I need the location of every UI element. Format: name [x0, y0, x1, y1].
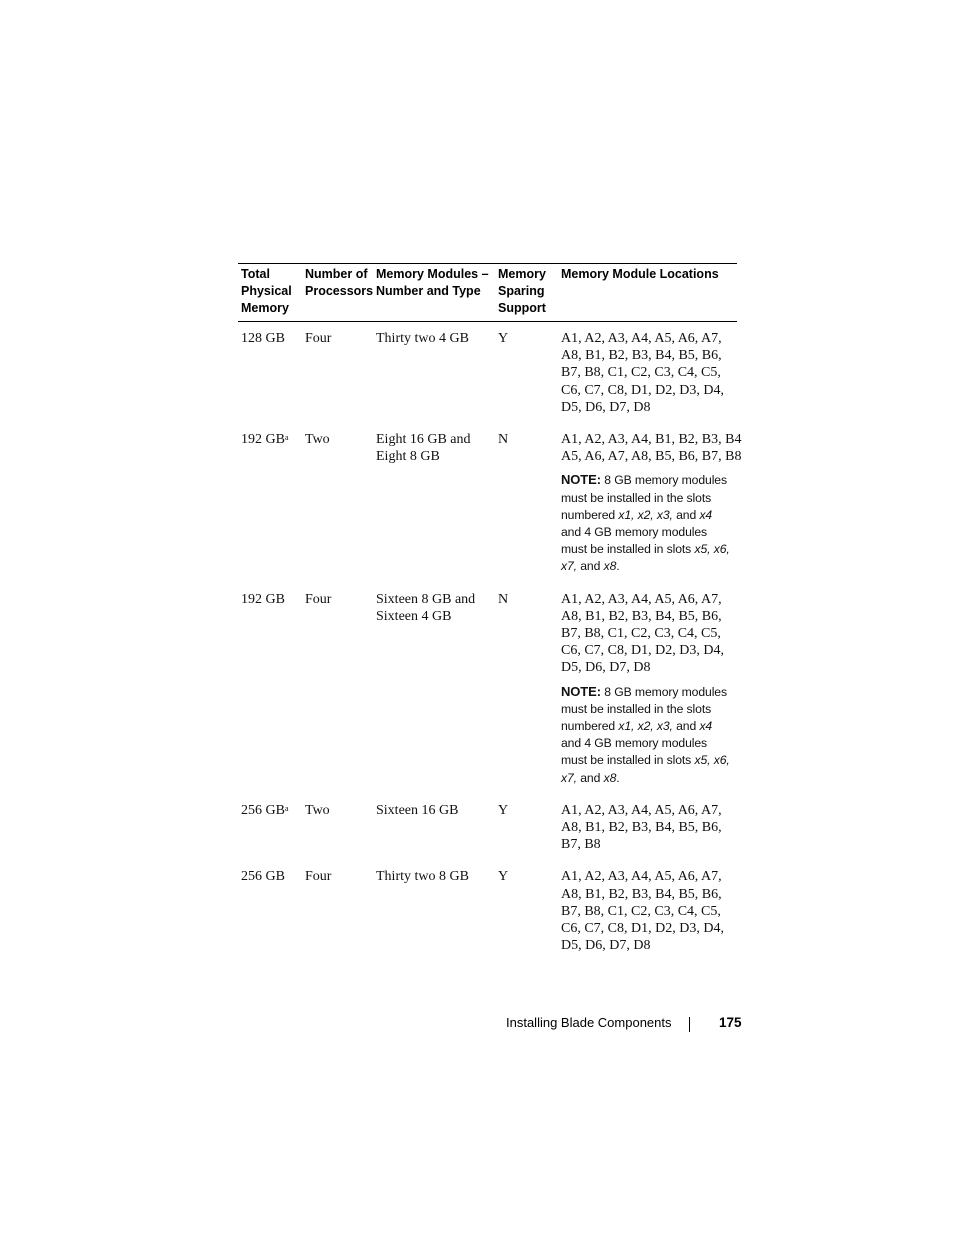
header-memory-module-locations: Memory Module Locations	[561, 267, 719, 281]
table-row	[238, 423, 737, 583]
cell-sparing	[495, 322, 558, 424]
locations-line: A8, B1, B2, B3, B4, B5, B6,	[561, 348, 722, 364]
locations-line: B7, B8, C1, C2, C3, C4, C5,	[561, 626, 721, 642]
table-row	[238, 794, 737, 861]
memory-value: 256 GB	[241, 802, 285, 818]
footer-page-number: 175	[719, 1015, 742, 1030]
table-body	[238, 322, 742, 962]
header-memory-sparing-support: Memory Sparing Support	[498, 267, 546, 315]
note-line	[561, 541, 735, 558]
cell-processors	[302, 423, 373, 583]
cell-modules	[373, 423, 495, 583]
cell-locations	[558, 860, 737, 961]
note-slot-list: x1, x2, x3,	[618, 719, 673, 734]
note-line	[561, 507, 735, 524]
footnote-marker: a	[284, 803, 289, 813]
note-text: and	[576, 770, 604, 785]
locations-line: A1, A2, A3, A4, A5, A6, A7,	[561, 591, 722, 607]
cell-locations	[558, 583, 737, 794]
note-line: must be installed in the slots	[561, 490, 712, 505]
locations-line: A8, B1, B2, B3, B4, B5, B6,	[561, 820, 722, 836]
cell-modules	[373, 860, 495, 961]
sparing-value: N	[498, 432, 509, 448]
cell-total-memory	[238, 860, 302, 961]
installation-note	[561, 471, 735, 575]
locations-line: B7, B8, C1, C2, C3, C4, C5,	[561, 365, 721, 381]
note-slot: x7,	[561, 559, 577, 574]
locations-line: A1, A2, A3, A4, A5, A6, A7,	[561, 802, 722, 818]
sparing-value: N	[498, 591, 509, 607]
note-text: and	[672, 719, 700, 734]
note-text: numbered	[561, 507, 619, 522]
locations-line: A1, A2, A3, A4, A5, A6, A7,	[561, 869, 722, 885]
cell-sparing	[495, 583, 558, 794]
cell-processors	[302, 583, 373, 794]
locations-line: A1, A2, A3, A4, B1, B2, B3, B4	[561, 432, 742, 448]
note-slot: x7,	[561, 770, 577, 785]
cell-sparing	[495, 794, 558, 861]
note-text: 8 GB memory modules	[604, 684, 727, 699]
locations-line: C6, C7, C8, D1, D2, D3, D4,	[561, 643, 724, 659]
note-text: .	[616, 559, 620, 574]
note-text: and	[576, 559, 604, 574]
cell-sparing	[495, 860, 558, 961]
locations-line: B7, B8	[561, 837, 601, 853]
processors-value: Four	[305, 869, 332, 885]
note-line	[561, 718, 735, 735]
cell-locations	[558, 322, 737, 424]
note-slot: x4	[699, 719, 713, 734]
note-line	[561, 558, 735, 575]
cell-total-memory	[238, 322, 302, 424]
locations-line: D5, D6, D7, D8	[561, 660, 651, 676]
modules-line: Sixteen 4 GB	[376, 608, 452, 624]
sparing-value: Y	[498, 331, 509, 346]
memory-value: 192 GB	[241, 591, 285, 607]
sparing-value: Y	[498, 869, 509, 885]
note-text: .	[616, 770, 620, 785]
cell-processors	[302, 794, 373, 861]
note-line	[561, 683, 735, 701]
note-slot-list: x5, x6,	[694, 753, 730, 768]
cell-modules	[373, 583, 495, 794]
note-line	[561, 752, 735, 769]
footer-separator	[689, 1017, 690, 1032]
sparing-value: Y	[498, 802, 509, 818]
note-text: must be installed in slots	[561, 542, 695, 557]
modules-line: Thirty two 8 GB	[376, 869, 469, 885]
note-text: and	[672, 507, 700, 522]
cell-total-memory	[238, 583, 302, 794]
note-slot-list: x1, x2, x3,	[618, 507, 673, 522]
modules-line: Thirty two 4 GB	[376, 331, 469, 346]
footnote-marker: a	[284, 433, 289, 443]
note-slot: x8	[603, 770, 617, 785]
note-line	[561, 471, 735, 489]
header-number-of-processors: Number of Processors	[305, 267, 374, 298]
table-row	[238, 583, 737, 794]
note-text: must be installed in slots	[561, 753, 695, 768]
header-total-physical-memory: Total Physical Memory	[241, 267, 292, 315]
modules-line: Eight 8 GB	[376, 449, 440, 465]
note-slot: x4	[699, 507, 713, 522]
note-label: NOTE:	[561, 472, 601, 488]
note-line: and 4 GB memory modules	[561, 736, 708, 751]
locations-line: A5, A6, A7, A8, B5, B6, B7, B8	[561, 449, 742, 465]
cell-locations	[558, 423, 742, 583]
cell-sparing	[495, 423, 558, 583]
cell-processors	[302, 860, 373, 961]
locations-line: D5, D6, D7, D8	[561, 399, 651, 415]
cell-modules	[373, 322, 495, 424]
cell-modules	[373, 794, 495, 861]
memory-value: 192 GB	[241, 432, 285, 448]
memory-value: 128 GB	[241, 331, 285, 346]
table-row	[238, 322, 737, 424]
modules-line: Sixteen 16 GB	[376, 802, 459, 818]
modules-line: Sixteen 8 GB and	[376, 591, 476, 607]
cell-locations	[558, 794, 737, 861]
processors-value: Four	[305, 591, 332, 607]
cell-processors	[302, 322, 373, 424]
processors-value: Two	[305, 432, 330, 448]
note-line	[561, 770, 735, 787]
cell-total-memory	[238, 794, 302, 861]
cell-total-memory	[238, 423, 302, 583]
locations-line: A8, B1, B2, B3, B4, B5, B6,	[561, 608, 722, 624]
table-header-row	[238, 264, 737, 322]
locations-line: C6, C7, C8, D1, D2, D3, D4,	[561, 382, 724, 398]
note-line: must be installed in the slots	[561, 701, 712, 716]
locations-line: C6, C7, C8, D1, D2, D3, D4,	[561, 921, 724, 937]
processors-value: Two	[305, 802, 330, 818]
locations-line: D5, D6, D7, D8	[561, 938, 651, 954]
locations-line: B7, B8, C1, C2, C3, C4, C5,	[561, 903, 721, 919]
note-line: and 4 GB memory modules	[561, 525, 708, 540]
memory-value: 256 GB	[241, 869, 285, 885]
footer-section-title: Installing Blade Components	[506, 1015, 672, 1030]
note-text: 8 GB memory modules	[604, 473, 727, 488]
locations-line: A1, A2, A3, A4, A5, A6, A7,	[561, 331, 722, 346]
modules-line: Eight 16 GB and	[376, 432, 471, 448]
table-row	[238, 860, 737, 961]
header-memory-modules: Memory Modules – Number and Type	[376, 267, 489, 298]
note-slot-list: x5, x6,	[694, 542, 730, 557]
locations-line: A8, B1, B2, B3, B4, B5, B6,	[561, 886, 722, 902]
note-label: NOTE:	[561, 683, 601, 699]
note-slot: x8	[603, 559, 617, 574]
note-text: numbered	[561, 719, 619, 734]
processors-value: Four	[305, 331, 332, 346]
memory-configuration-table	[238, 264, 742, 962]
memory-configuration-table-wrapper	[238, 263, 742, 962]
installation-note	[561, 683, 735, 787]
